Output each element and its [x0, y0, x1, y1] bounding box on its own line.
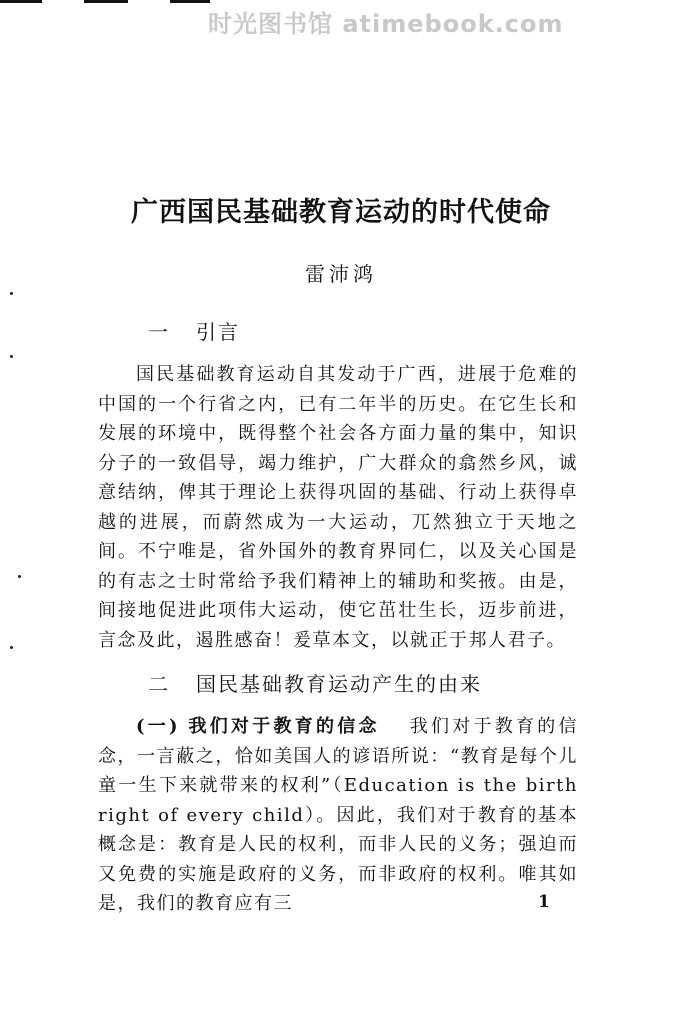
section-title: 国民基础教育运动产生的由来	[196, 672, 482, 696]
margin-mark	[10, 292, 13, 295]
paragraph-intro: 国民基础教育运动自其发动于广西，进展于危难的中国的一个行省之内，已有二年半的历史。在它生长和发展的环境中，既得整个社会各方面力量的集中，知识分子的一致倡导，竭力维护，广大群众的翕然乡风，诚意结纳，俾其于理论上获得巩固的基础、行动上获得卓越的进展，而蔚然成为一大运动，兀然独立于天地之间。不宁唯是，省外国外的教育界同仁，以及关心国是的有志之士时常给予我们精神上的辅助和奖掖。由是，间接地促进此项伟大运动，使它茁壮生长，迈步前进，言念及此，遏胜感奋！爰草本文，以就正于邦人君子。	[98, 364, 578, 651]
section-heading-2	[148, 668, 482, 697]
top-rule-1	[0, 0, 42, 3]
section-number: 二	[148, 672, 170, 696]
paragraph-belief	[98, 712, 578, 919]
margin-mark	[18, 575, 21, 578]
margin-mark	[10, 355, 13, 358]
watermark: 时光图书馆 atimebook.com	[208, 10, 564, 38]
page-number: 1	[538, 892, 550, 912]
section-number: 一	[148, 320, 170, 344]
subsection-heading: (一) 我们对于教育的信念	[136, 716, 380, 737]
margin-mark	[10, 646, 13, 649]
top-rule-2	[84, 0, 128, 3]
top-rule-3	[170, 0, 210, 3]
section-title: 引言	[196, 320, 240, 344]
page-title: 广西国民基础教育运动的时代使命	[131, 197, 551, 228]
paragraph-text: 我们对于教育的信念，一言蔽之，恰如美国人的谚语所说：“教育是每个儿童一生下来就带来的权利”（Education is the birth right of every child）。因此，我们对于教育的基本概念是：教育是人民的权利，而非人民的义务；强迫而又免费的实施是政府的义务，而非政府的权利。唯其如是，我们的教育应有三	[98, 716, 578, 914]
author-name: 雷沛鸿	[305, 262, 377, 286]
section-heading-1	[148, 316, 240, 345]
